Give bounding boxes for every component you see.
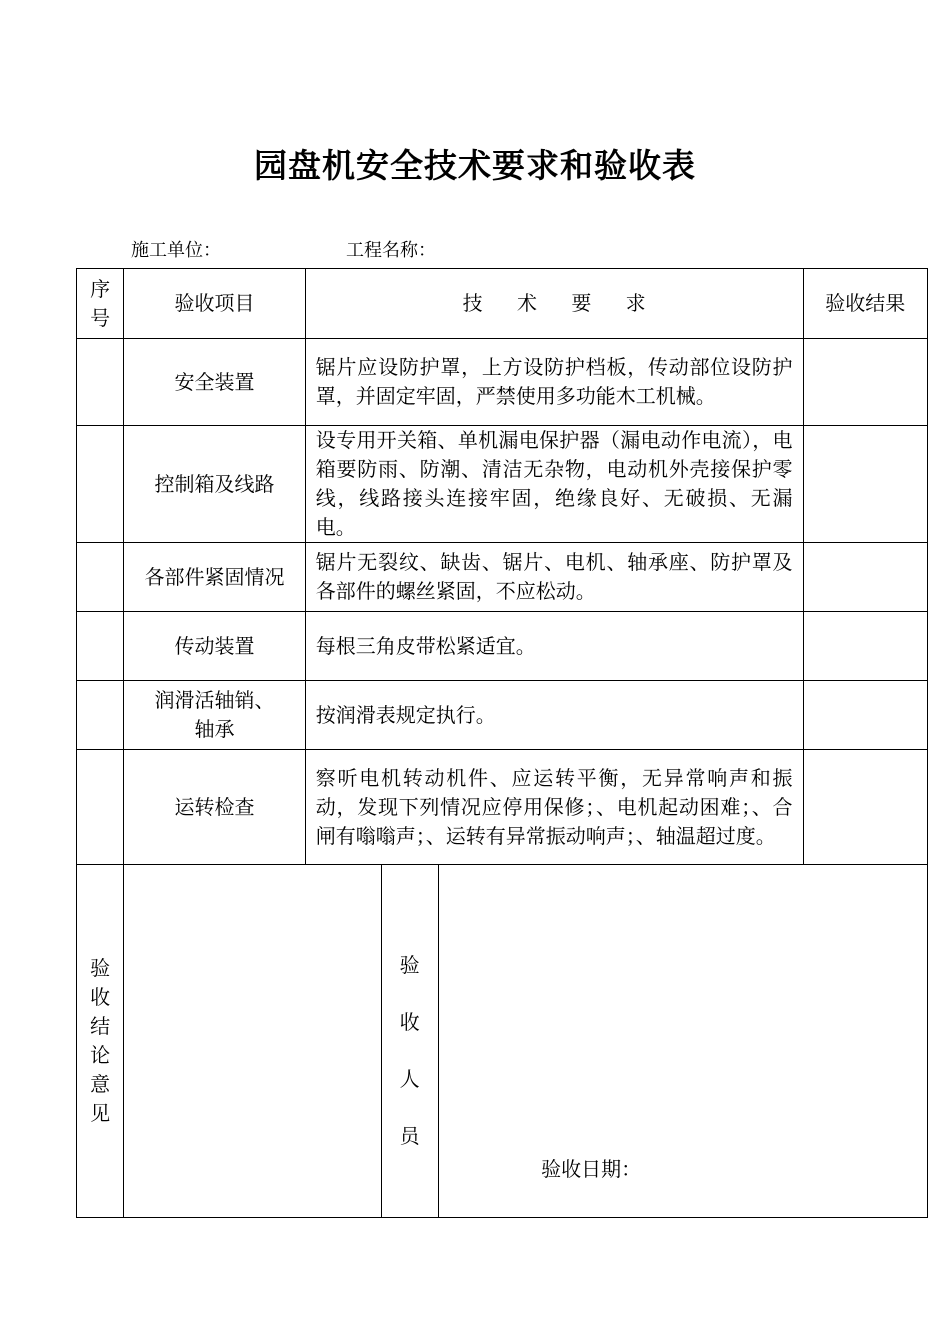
construction-unit-label: 施工单位： (131, 240, 221, 261)
header-result: 验收结果 (803, 269, 927, 339)
row-requirement (305, 612, 803, 681)
row-result (803, 681, 927, 750)
table-row (77, 750, 928, 865)
project-name-label: 工程名称： (346, 240, 436, 261)
acceptance-date-label: 验收日期： (541, 1157, 642, 1181)
row-requirement-text: 锯片无裂纹、缺齿、锯片、电机、轴承座、防护罩及各部件的螺丝紧固，不应松动。 (315, 550, 793, 603)
row-result (803, 612, 927, 681)
row-requirement-text: 每根三角皮带松紧适宜。 (315, 633, 536, 658)
conclusion-row (77, 865, 928, 1218)
conclusion-label: 验收结论意见 (90, 956, 111, 1125)
table-row (77, 612, 928, 681)
row-result (803, 426, 927, 543)
row-requirement (305, 681, 803, 750)
page-title: 园盘机安全技术要求和验收表 (254, 146, 696, 185)
row-seq (77, 339, 124, 426)
row-item (124, 681, 306, 750)
conclusion-opinion-area (124, 865, 382, 1217)
row-seq (77, 750, 124, 865)
header-item: 验收项目 (124, 269, 306, 339)
row-result (803, 750, 927, 865)
row-item: 控制箱及线路 (124, 426, 306, 543)
conclusion-area (124, 865, 928, 1218)
row-item: 各部件紧固情况 (124, 543, 306, 612)
row-result (803, 339, 927, 426)
personnel-label-cell (381, 865, 439, 1217)
row-item: 安全装置 (124, 339, 306, 426)
table-row (77, 339, 928, 426)
row-item: 运转检查 (124, 750, 306, 865)
row-requirement-text: 按润滑表规定执行。 (315, 702, 496, 727)
row-requirement (305, 426, 803, 543)
row-seq (77, 681, 124, 750)
row-requirement (305, 543, 803, 612)
header-seq (77, 269, 124, 339)
personnel-char: 收 (399, 1010, 420, 1034)
row-seq (77, 543, 124, 612)
row-seq (77, 426, 124, 543)
table-row (77, 681, 928, 750)
personnel-char: 验 (399, 953, 420, 977)
row-result (803, 543, 927, 612)
row-requirement-text: 察听电机转动机件、应运转平衡，无异常响声和振动，发现下列情况应停用保修；、电机起动困难；、合闸有嗡嗡声；、运转有异常振动响声；、轴温超过度。 (315, 765, 793, 848)
acceptance-table (76, 268, 928, 1218)
row-item-text: 润滑活轴销、轴承 (154, 688, 275, 741)
header-seq-text: 序号 (90, 276, 111, 330)
row-seq (77, 612, 124, 681)
personnel-char: 员 (399, 1124, 420, 1148)
row-requirement-text: 锯片应设防护罩，上方设防护档板，传动部位设防护罩，并固定牢固，严禁使用多功能木工机械。 (315, 355, 793, 408)
personnel-char: 人 (399, 1067, 420, 1091)
conclusion-wrap (124, 865, 927, 1217)
row-requirement-text: 设专用开关箱、单机漏电保护器（漏电动作电流），电箱要防雨、防潮、清洁无杂物，电动机外壳接保护零线，线路接头连接牢固，绝缘良好、无破损、无漏电。 (315, 428, 793, 539)
table-row (77, 426, 928, 543)
conclusion-label-cell (77, 865, 124, 1218)
row-item: 传动装置 (124, 612, 306, 681)
table-row (77, 543, 928, 612)
header-requirement (305, 269, 803, 339)
header-requirement-text: 技 术 要 求 (462, 291, 660, 315)
row-requirement (305, 339, 803, 426)
personnel-label (381, 937, 438, 1165)
table-header-row (77, 269, 928, 339)
row-requirement (305, 750, 803, 865)
